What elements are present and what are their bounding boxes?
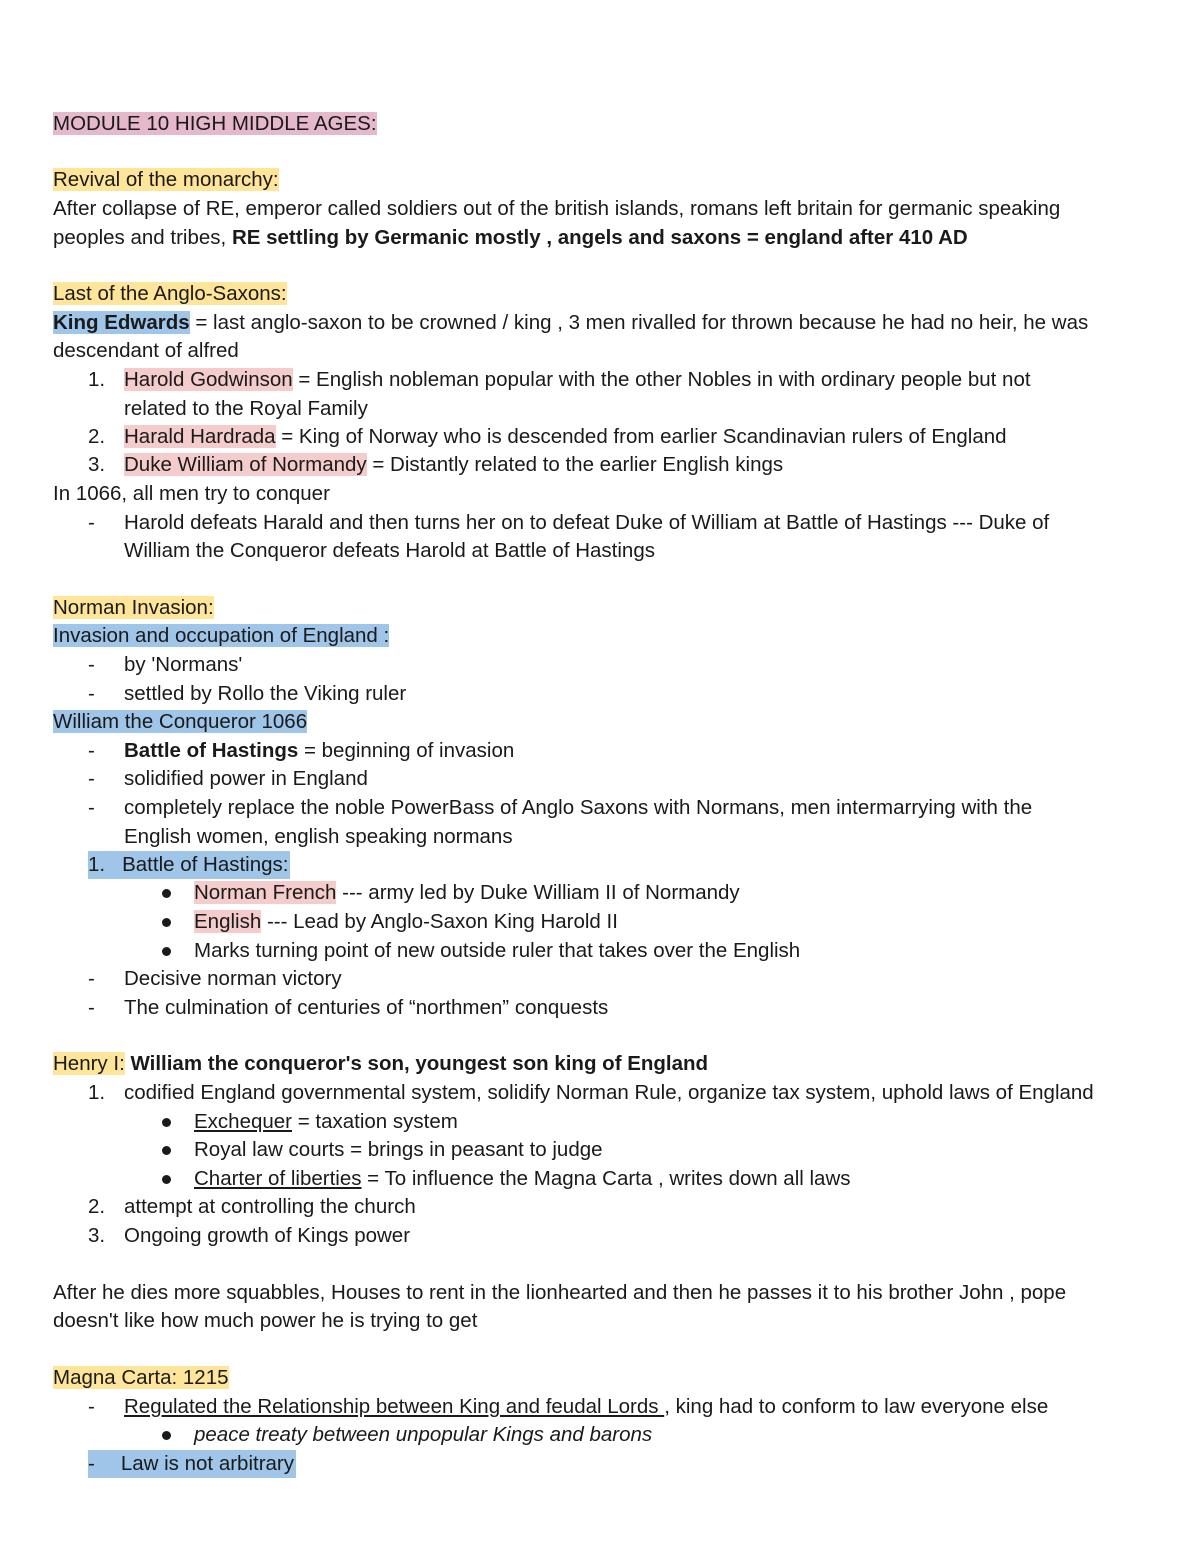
page-title: MODULE 10 HIGH MIDDLE AGES: [53,112,377,135]
dash-marker: - [88,996,95,1019]
bullet-item: English --- Lead by Anglo-Saxon King Harold II [194,910,618,933]
bullet-icon [162,889,171,898]
list-item: codified England governmental system, solidify Norman Rule, organize tax system, uphold laws of England [124,1081,1094,1104]
revival-text-line1: After collapse of RE, emperor called soldiers out of the british islands, romans left britain for germanic speaking [53,197,1061,220]
bullet-item: Exchequer = taxation system [194,1110,458,1133]
list-item: completely replace the noble PowerBass of Anglo Saxons with Normans, men intermarrying with the [124,796,1033,819]
bullet-item: Marks turning point of new outside ruler that takes over the English [194,939,801,962]
bullet-icon [162,1146,171,1155]
list-number: 3. [88,453,106,476]
hastings-item: 1. Battle of Hastings: [88,851,290,879]
contender-1: Harold Godwinson = English nobleman popular with the other Nobles in with ordinary people but not [124,368,1031,391]
law-item: - Law is not arbitrary [88,1450,296,1478]
list-item: Battle of Hastings = beginning of invasion [124,739,515,762]
section-heading-norman: Norman Invasion: [53,596,214,619]
list-number: 1. [88,368,106,391]
list-item: Decisive norman victory [124,967,342,990]
dash-marker: - [88,967,95,990]
section-heading-anglo-saxons: Last of the Anglo-Saxons: [53,282,287,305]
outcome-line2: William the Conqueror defeats Harold at Battle of Hastings [124,539,655,562]
section-heading-revival: Revival of the monarchy: [53,168,279,191]
bullet-icon [162,947,171,956]
after-line1: After he dies more squabbles, Houses to rent in the lionhearted and then he passes it to his brother John , pope [53,1281,1067,1304]
dash-marker: - [88,767,95,790]
dash-marker: - [88,739,95,762]
list-item: by 'Normans' [124,653,243,676]
bullet-icon [162,1431,171,1440]
list-item: settled by Rollo the Viking ruler [124,682,407,705]
bullet-icon [162,1118,171,1127]
dash-marker: - [88,1395,95,1418]
subheading-william: William the Conqueror 1066 [53,710,308,733]
list-item: The culmination of centuries of “northmen” conquests [124,996,609,1019]
list-item-cont: English women, english speaking normans [124,825,513,848]
after-line2: doesn't like how much power he is trying to get [53,1309,478,1332]
bullet-item: Charter of liberties = To influence the Magna Carta , writes down all laws [194,1167,851,1190]
bullet-item: Norman French --- army led by Duke William II of Normandy [194,881,740,904]
list-number: 3. [88,1224,106,1247]
revival-text-line2: peoples and tribes, RE settling by Germanic mostly , angels and saxons = england after 410 AD [53,226,968,249]
list-item: attempt at controlling the church [124,1195,416,1218]
list-number: 2. [88,425,106,448]
list-item: Ongoing growth of Kings power [124,1224,411,1247]
contender-3: Duke William of Normandy = Distantly related to the earlier English kings [124,453,784,476]
dash-marker: - [88,796,95,819]
in-1066-line: In 1066, all men try to conquer [53,482,330,505]
list-item: solidified power in England [124,767,368,790]
subheading-invasion: Invasion and occupation of England : [53,624,390,647]
outcome-line1: Harold defeats Harald and then turns her on to defeat Duke of William at Battle of Hastings --- Duke of [124,511,1050,534]
list-number: 2. [88,1195,106,1218]
bullet-icon [162,918,171,927]
list-number: 1. [88,1081,106,1104]
section-heading-magna: Magna Carta: 1215 [53,1366,229,1389]
section-heading-henry: Henry I: William the conqueror's son, youngest son king of England [53,1052,709,1075]
bullet-icon [162,1175,171,1184]
dash-marker: - [88,511,95,534]
king-edwards-line2: descendant of alfred [53,339,239,362]
contender-2: Harald Hardrada = King of Norway who is descended from earlier Scandinavian rulers of England [124,425,1007,448]
bullet-item: Royal law courts = brings in peasant to judge [194,1138,603,1161]
list-item: Regulated the Relationship between King and feudal Lords , king had to conform to law everyone else [124,1395,1049,1418]
king-edwards-line: King Edwards = last anglo-saxon to be crowned / king , 3 men rivalled for thrown because he had no heir, he was [53,311,1089,334]
dash-marker: - [88,682,95,705]
dash-marker: - [88,653,95,676]
bullet-item: peace treaty between unpopular Kings and barons [194,1423,653,1446]
contender-1-cont: related to the Royal Family [124,397,368,420]
